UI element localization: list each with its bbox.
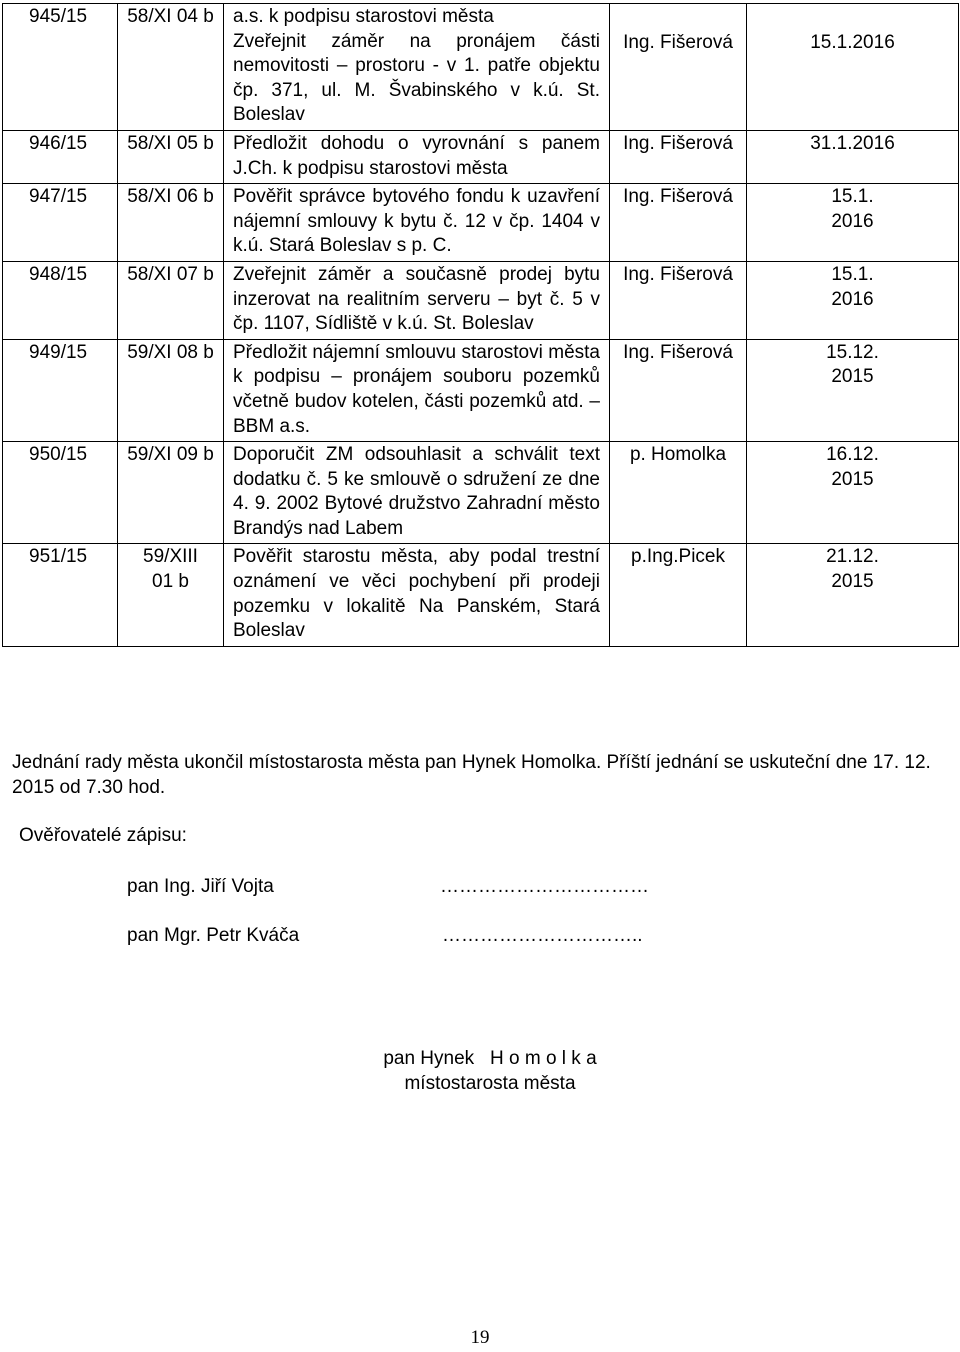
meeting-ref: 59/XI 09 b — [127, 444, 214, 466]
deadline: 21.12. 2015 — [826, 546, 879, 593]
resolution-number: 950/15 — [29, 444, 88, 466]
meeting-ref-cell — [118, 442, 224, 544]
meeting-ref: 59/XIII 01 b — [143, 546, 198, 593]
verifiers-label: Ověřovatelé zápisu: — [19, 825, 187, 846]
resolution-number: 946/15 — [29, 132, 88, 154]
closing-paragraph: Jednání rady města ukončil místostarosta města pan Hynek Homolka. Příští jednání se uskuteční dne 17. 12. 2015 od 7.30 hod. — [12, 752, 931, 798]
resolution-number-cell — [3, 544, 118, 646]
resolution-number: 949/15 — [29, 341, 88, 363]
meeting-ref-cell — [118, 184, 224, 262]
meeting-ref-cell — [118, 544, 224, 646]
deadline-cell — [747, 442, 959, 544]
deadline-cell — [747, 261, 959, 339]
page-number: 19 — [470, 1327, 490, 1348]
responsible-person: p.Ing.Picek — [631, 546, 725, 568]
responsible-person: Ing. Fišerová — [623, 341, 733, 363]
verifier-name: pan Ing. Jiří Vojta — [127, 876, 274, 897]
deadline: 15.1. 2016 — [831, 186, 874, 232]
deadline: 15.1.2016 — [810, 32, 895, 53]
verifier-name: pan Mgr. Petr Kváča — [127, 925, 300, 946]
resolution-number: 948/15 — [29, 263, 88, 285]
task-text: Předložit nájemní smlouvu starostovi města k podpisu – pronájem souboru pozemků včetně budov kotelen, části pozemků atd. – BBM a.s. — [233, 341, 600, 437]
responsible-person: Ing. Fišerová — [623, 132, 733, 154]
signature-line: …………………………… — [440, 876, 649, 897]
table-row — [3, 184, 959, 262]
resolution-number-cell — [3, 184, 118, 262]
meeting-ref: 59/XI 08 b — [127, 341, 214, 363]
responsible-person: Ing. Fišerová — [623, 263, 733, 285]
meeting-ref-cell — [118, 130, 224, 183]
responsible-cell — [610, 442, 747, 544]
signatory-title: místostarosta města — [404, 1073, 576, 1094]
signature-block — [330, 1046, 650, 1096]
table-row — [3, 544, 959, 646]
responsible-cell — [610, 544, 747, 646]
resolution-number-cell — [3, 339, 118, 441]
table-row — [3, 130, 959, 183]
task-text-cell — [224, 544, 610, 646]
task-text: Pověřit správce bytového fondu k uzavření nájemní smlouvy k bytu č. 12 v čp. 1404 v k.ú. Stará Boleslav s p. C. — [233, 186, 600, 257]
verifier-row — [0, 925, 960, 951]
meeting-ref: 58/XI 06 b — [127, 186, 214, 208]
task-text-cell — [224, 442, 610, 544]
table-row — [3, 339, 959, 441]
resolution-number-cell — [3, 130, 118, 183]
deadline-cell — [747, 130, 959, 183]
verifier-row — [0, 876, 960, 902]
resolutions-table — [2, 3, 959, 647]
signature-line: ………………………….. — [442, 925, 643, 946]
deadline-cell — [747, 544, 959, 646]
task-text: Pověřit starostu města, aby podal trestní oznámení ve věci pochybení při prodeji pozemku v lokalitě Na Panském, Stará Boleslav — [233, 546, 600, 642]
table-row — [3, 4, 959, 131]
task-text-cell — [224, 4, 610, 131]
deadline: 31.1.2016 — [810, 132, 895, 154]
task-text: Zveřejnit záměr na pronájem části nemovitosti – prostoru - v 1. patře objektu čp. 371, ul. M. Švabinského v k.ú. St. Boleslav — [233, 30, 600, 126]
deadline: 15.12. 2015 — [826, 341, 879, 388]
continuation-text: a.s. k podpisu starostovi města — [233, 6, 494, 27]
resolution-number-cell — [3, 442, 118, 544]
resolution-number: 945/15 — [29, 6, 88, 27]
meeting-ref: 58/XI 04 b — [127, 6, 214, 27]
task-text: Doporučit ZM odsouhlasit a schválit text dodatku č. 5 ke smlouvě o sdružení ze dne 4. 9. 2002 Bytové družstvo Zahradní město Brandýs nad Labem — [233, 444, 600, 539]
responsible-cell — [610, 184, 747, 262]
meeting-ref: 58/XI 07 b — [127, 263, 214, 285]
resolution-number-cell — [3, 261, 118, 339]
responsible-cell — [610, 339, 747, 441]
deadline-cell — [747, 339, 959, 441]
deadline-cell — [747, 4, 959, 131]
meeting-ref-cell — [118, 261, 224, 339]
resolution-number: 951/15 — [29, 546, 88, 568]
responsible-cell — [610, 261, 747, 339]
deadline: 15.1. 2016 — [831, 263, 874, 310]
responsible-cell — [610, 4, 747, 131]
task-text: Zveřejnit záměr a současně prodej bytu inzerovat na realitním serveru – byt č. 5 v čp. 1107, Sídliště v k.ú. St. Boleslav — [233, 263, 600, 335]
resolution-number-cell — [3, 4, 118, 131]
deadline: 16.12. 2015 — [826, 444, 879, 490]
responsible-person: Ing. Fišerová — [623, 186, 733, 208]
task-text-cell — [224, 339, 610, 441]
task-text-cell — [224, 261, 610, 339]
task-text-cell — [224, 130, 610, 183]
task-text-cell — [224, 184, 610, 262]
responsible-person: Ing. Fišerová — [623, 32, 733, 53]
signatory-name: pan Hynek H o m o l k a — [383, 1048, 597, 1069]
deadline-cell — [747, 184, 959, 262]
meeting-ref-cell — [118, 4, 224, 131]
task-text: Předložit dohodu o vyrovnání s panem J.Ch. k podpisu starostovi města — [233, 132, 600, 179]
responsible-person: p. Homolka — [629, 444, 727, 466]
meeting-ref: 58/XI 05 b — [127, 132, 214, 154]
meeting-ref-cell — [118, 339, 224, 441]
table-row — [3, 442, 959, 544]
responsible-cell — [610, 130, 747, 183]
resolution-number: 947/15 — [29, 186, 88, 208]
table-row — [3, 261, 959, 339]
